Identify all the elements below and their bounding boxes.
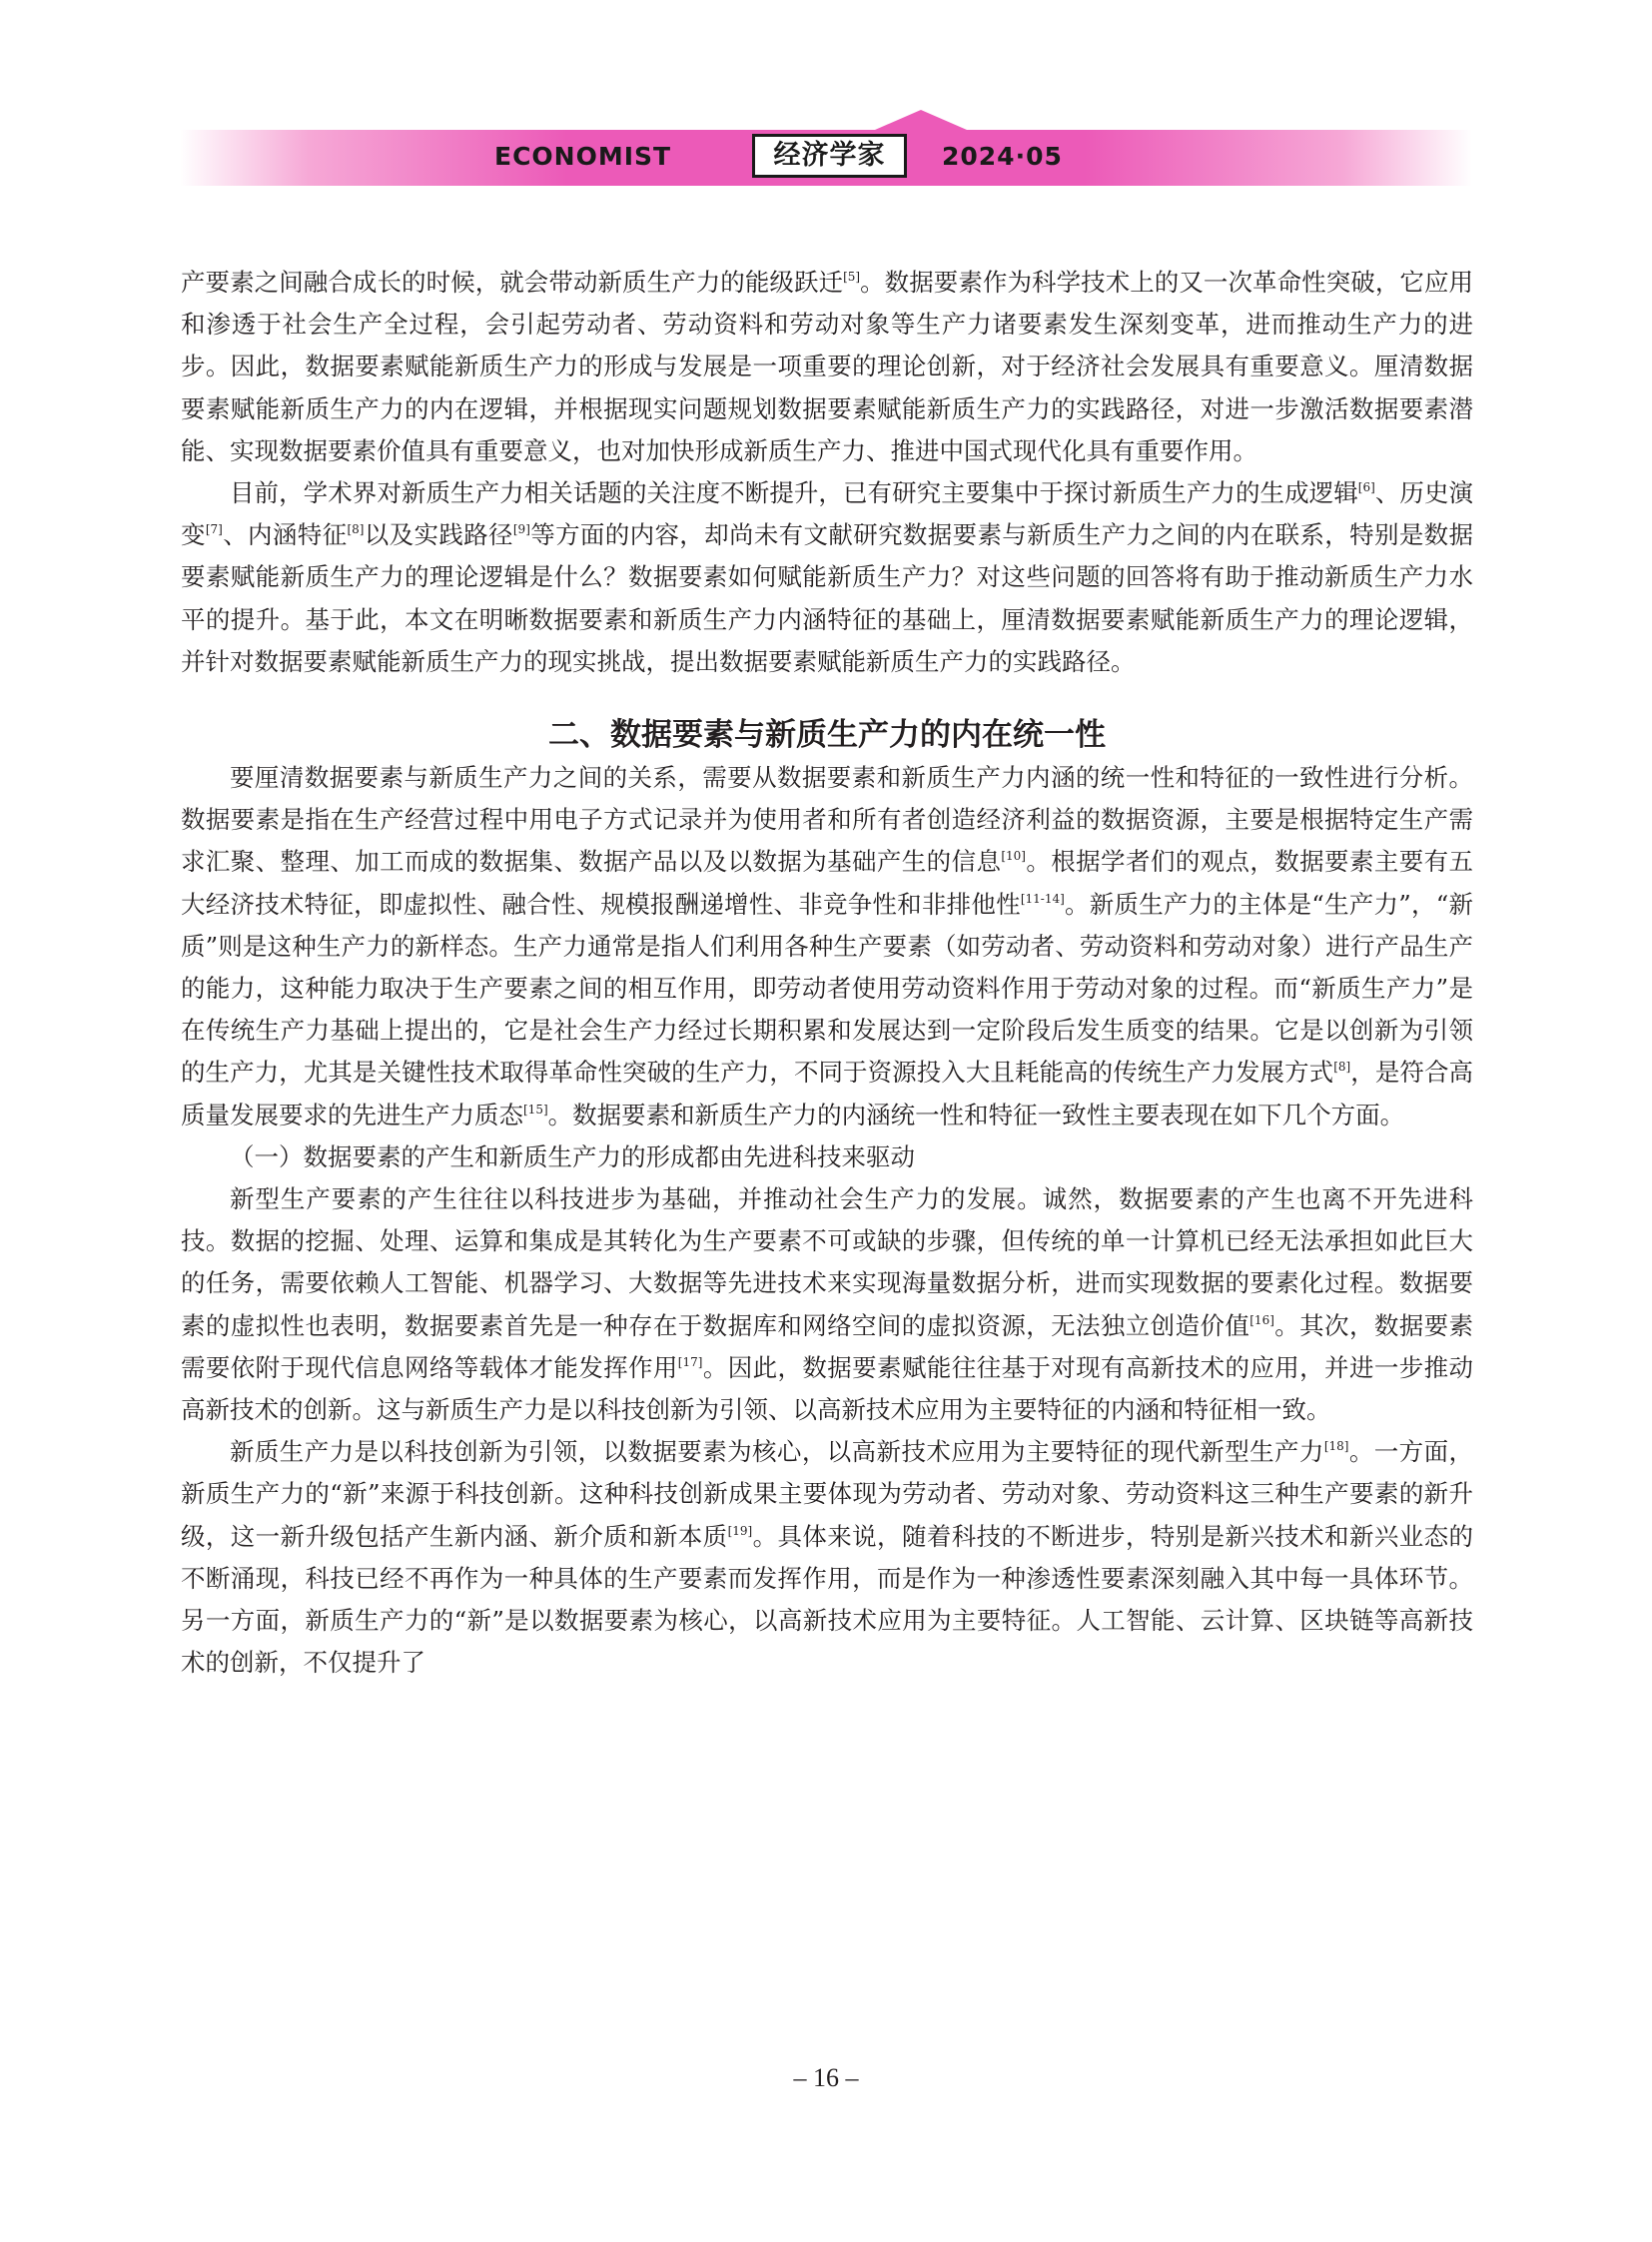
paragraph-1	[181, 262, 1473, 472]
citation: [5]	[843, 270, 861, 284]
citation: [10]	[1001, 849, 1026, 864]
section-heading: 二、数据要素与新质生产力的内在统一性	[548, 717, 1106, 754]
text: 。一方面，新质生产力的“新”来源于科技创新。这种科技创新成果主要体现为劳动者、劳动对象、劳动资料这三种生产要素的新升级，这一新升级包括产生新内涵、新介质和新本质	[181, 1437, 1473, 1551]
text: ，是符合高质量发展要求的先进生产力质态	[181, 1058, 1474, 1129]
text: 要厘清数据要素与新质生产力之间的关系，需要从数据要素和新质生产力内涵的统一性和特征的一致性进行分析。数据要素是指在生产经营过程中用电子方式记录并为使用者和所有者创造经济利益的数据资源，主要是根据特定生产需求汇聚、整理、加工而成的数据集、数据产品以及以数据为基础产生的信息	[181, 763, 1473, 877]
citation: [11-14]	[1020, 891, 1065, 906]
paragraph-5	[181, 1431, 1473, 1684]
paragraph-2	[181, 472, 1473, 683]
page-number: – 16 –	[793, 2063, 859, 2092]
citation: [8]	[1333, 1060, 1351, 1075]
citation: [16]	[1249, 1312, 1274, 1327]
citation: [15]	[523, 1102, 548, 1117]
journal-name-english: ECONOMIST	[494, 142, 672, 171]
citation: [19]	[727, 1523, 753, 1538]
text: 。因此，数据要素赋能往往基于对现有高新技术的应用，并进一步推动高新技术的创新。这与新质生产力是以科技创新为引领、以高新技术应用为主要特征的内涵和特征相一致。	[181, 1352, 1474, 1425]
citation: [8]	[347, 522, 365, 537]
text: 、内涵特征	[222, 520, 348, 550]
text: 新质生产力是以科技创新为引领，以数据要素为核心，以高新技术应用为主要特征的现代新型生产力	[230, 1437, 1324, 1467]
text: 产要素之间融合成长的时候，就会带动新质生产力的能级跃迁	[181, 268, 844, 297]
text: 。其次，数据要素需要依附于现代信息网络等载体才能发挥作用	[181, 1310, 1474, 1382]
citation: [9]	[512, 522, 530, 537]
text: 目前，学术界对新质生产力相关话题的关注度不断提升，已有研究主要集中于探讨新质生产力的生成逻辑	[230, 478, 1358, 508]
citation: [7]	[205, 522, 223, 537]
paragraph-3	[181, 757, 1473, 1136]
paragraph-4	[181, 1178, 1473, 1431]
text: 新型生产要素的产生往往以科技进步为基础，并推动社会生产力的发展。诚然，数据要素的产生也离不开先进科技。数据的挖掘、处理、运算和集成是其转化为生产要素不可或缺的步骤，但传统的单一计算机已经无法承担如此巨大的任务，需要依赖人工智能、机器学习、大数据等先进技术来实现海量数据分析，进而实现数据的要素化过程。数据要素的虚拟性也表明，数据要素首先是一种存在于数据库和网络空间的虚拟资源，无法独立创造价值	[181, 1184, 1473, 1340]
text: 以及实践路径	[364, 520, 513, 550]
journal-name-chinese: 经济学家	[752, 134, 907, 178]
text: 。根据学者们的观点，数据要素主要有五大经济技术特征，即虚拟性、融合性、规模报酬递增性、非竞争性和非排他性	[181, 847, 1474, 919]
text: 。具体来说，随着科技的不断进步，特别是新兴技术和新兴业态的不断涌现，科技已经不再作为一种具体的生产要素而发挥作用，而是作为一种渗透性要素深刻融入其中每一具体环节。另一方面，新质生产力的“新”是以数据要素为核心，以高新技术应用为主要特征。人工智能、云计算、区块链等高新技术的创新，不仅提升了	[181, 1521, 1474, 1678]
text: 等方面的内容，却尚未有文献研究数据要素与新质生产力之间的内在联系，特别是数据要素赋能新质生产力的理论逻辑是什么？数据要素如何赋能新质生产力？对这些问题的回答将有助于推动新质生产力水平的提升。基于此，本文在明晰数据要素和新质生产力内涵特征的基础上，厘清数据要素赋能新质生产力的理论逻辑，并针对数据要素赋能新质生产力的现实挑战，提出数据要素赋能新质生产力的实践路径。	[181, 520, 1474, 676]
subsection-heading: （一）数据要素的产生和新质生产力的形成都由先进科技来驱动	[230, 1141, 915, 1171]
article-body	[181, 262, 1473, 1685]
citation: [18]	[1323, 1439, 1349, 1454]
text: 。数据要素作为科学技术上的又一次革命性突破，它应用和渗透于社会生产全过程，会引起劳动者、劳动资料和劳动对象等生产力诸要素发生深刻变革，进而推动生产力的进步。因此，数据要素赋能新质生产力的形成与发展是一项重要的理论创新，对于经济社会发展具有重要意义。厘清数据要素赋能新质生产力的内在逻辑，并根据现实问题规划数据要素赋能新质生产力的实践路径，对进一步激活数据要素潜能、实现数据要素价值具有重要意义，也对加快形成新质生产力、推进中国式现代化具有重要作用。	[181, 268, 1474, 465]
text: 、历史演变	[181, 478, 1474, 550]
text: 。新质生产力的主体是“生产力”，“新质”则是这种生产力的新样态。生产力通常是指人们利用各种生产要素（如劳动者、劳动资料和劳动对象）进行产品生产的能力，这种能力取决于生产要素之间的相互作用，即劳动者使用劳动资料作用于劳动对象的过程。而“新质生产力”是在传统生产力基础上提出的，它是社会生产力经过长期积累和发展达到一定阶段后发生质变的结果。它是以创新为引领的生产力，尤其是关键性技术取得革命性突破的生产力，不同于资源投入大且耗能高的传统生产力发展方式	[181, 889, 1473, 1088]
citation: [17]	[677, 1354, 703, 1369]
issue-number: 2024·05	[942, 142, 1063, 171]
banner-peak	[875, 110, 967, 130]
journal-header-banner	[180, 130, 1472, 186]
citation: [6]	[1357, 480, 1375, 495]
text: 。数据要素和新质生产力的内涵统一性和特征一致性主要表现在如下几个方面。	[547, 1100, 1405, 1129]
